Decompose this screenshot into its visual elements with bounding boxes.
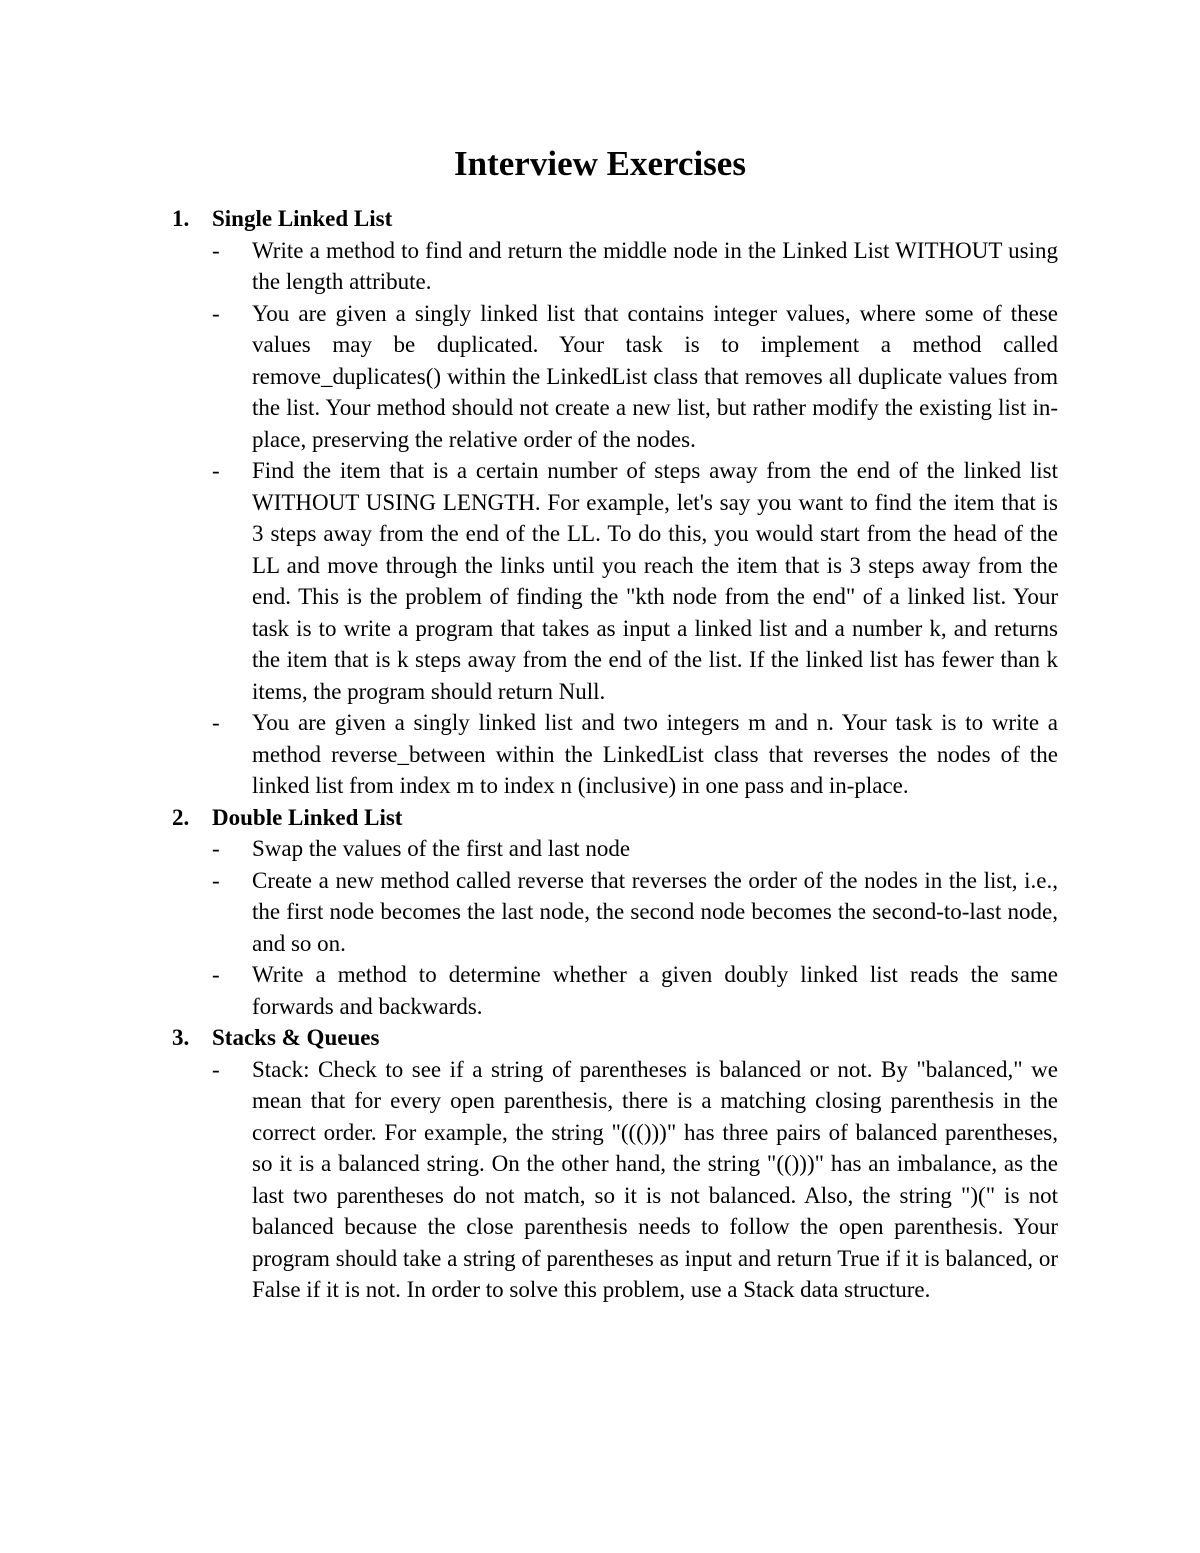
list-item <box>172 959 1058 1022</box>
item-list <box>172 235 1058 802</box>
section-title: Double Linked List <box>212 804 403 830</box>
list-item <box>172 1054 1058 1306</box>
section-stacks-queues <box>172 1022 1058 1306</box>
list-item <box>172 455 1058 707</box>
section-heading <box>172 802 1058 834</box>
list-item <box>172 707 1058 802</box>
item-text: Swap the values of the first and last node <box>252 836 631 861</box>
item-text: Write a method to find and return the middle node in the Linked List WITHOUT using the length attribute. <box>252 237 1058 294</box>
section-double-linked-list <box>172 802 1058 1023</box>
list-item <box>172 865 1058 960</box>
bullet-dash: - <box>212 867 220 893</box>
bullet-dash: - <box>212 1056 220 1082</box>
exercise-list <box>172 203 1058 1306</box>
item-text: Find the item that is a certain number of steps away from the end of the linked list WITHOUT USING LENGTH. For example, let's say you want to find the item that is 3 steps away from the end of the LL. To do this, you would start from the head of the LL and move through the links until you reach the item that is 3 steps away from the end. This is the problem of finding the "kth node from the end" of a linked list. Your task is to write a program that takes as input a linked list and a number k, and returns the item that is k steps away from the end of the list. If the linked list has fewer than k items, the program should return Null. <box>252 458 1058 704</box>
section-number: 2. <box>172 804 190 830</box>
bullet-dash: - <box>212 962 220 987</box>
item-list <box>172 833 1058 1022</box>
section-number: 3. <box>172 1025 190 1050</box>
list-item <box>172 298 1058 456</box>
section-number: 1. <box>172 206 190 231</box>
item-text: Stack: Check to see if a string of parentheses is balanced or not. By "balanced," we mean that for every open parenthesis, there is a matching closing parenthesis in the correct order. For example, the string "((()))" has three pairs of balanced parentheses, so it is a balanced string. On the other hand, the string "(()))" has an imbalance, as the last two parentheses do not match, so it is not balanced. Also, the string ")(" is not balanced because the close parenthesis needs to follow the open parenthesis. Your program should take a string of parentheses as input and return True if it is balanced, or False if it is not. In order to solve this problem, use a Stack data structure. <box>252 1056 1058 1302</box>
item-text: You are given a singly linked list that contains integer values, where some of these values may be duplicated. Your task is to implement a method called remove_duplicates() within the LinkedList class that removes all duplicate values from the list. Your method should not create a new list, but rather modify the existing list in-place, preserving the relative order of the nodes. <box>252 300 1058 452</box>
section-title: Stacks & Queues <box>212 1025 380 1050</box>
page-title: Interview Exercises <box>454 144 746 183</box>
list-item <box>172 833 1058 865</box>
section-single-linked-list <box>172 203 1058 802</box>
section-heading <box>172 203 1058 235</box>
bullet-dash: - <box>212 300 220 326</box>
list-item <box>172 235 1058 298</box>
item-text: Write a method to determine whether a given doubly linked list reads the same forwards and backwards. <box>252 962 1058 1019</box>
bullet-dash: - <box>212 458 220 483</box>
item-list <box>172 1054 1058 1306</box>
item-text: You are given a singly linked list and two integers m and n. Your task is to write a method reverse_between within the LinkedList class that reverses the nodes of the linked list from index m to index n (inclusive) in one pass and in-place. <box>252 710 1058 798</box>
item-text: Create a new method called reverse that reverses the order of the nodes in the list, i.e., the first node becomes the last node, the second node becomes the second-to-last node, and so on. <box>252 867 1058 956</box>
bullet-dash: - <box>212 710 220 735</box>
section-heading <box>172 1022 1058 1054</box>
bullet-dash: - <box>212 237 220 263</box>
bullet-dash: - <box>212 836 220 861</box>
section-title: Single Linked List <box>212 206 393 231</box>
